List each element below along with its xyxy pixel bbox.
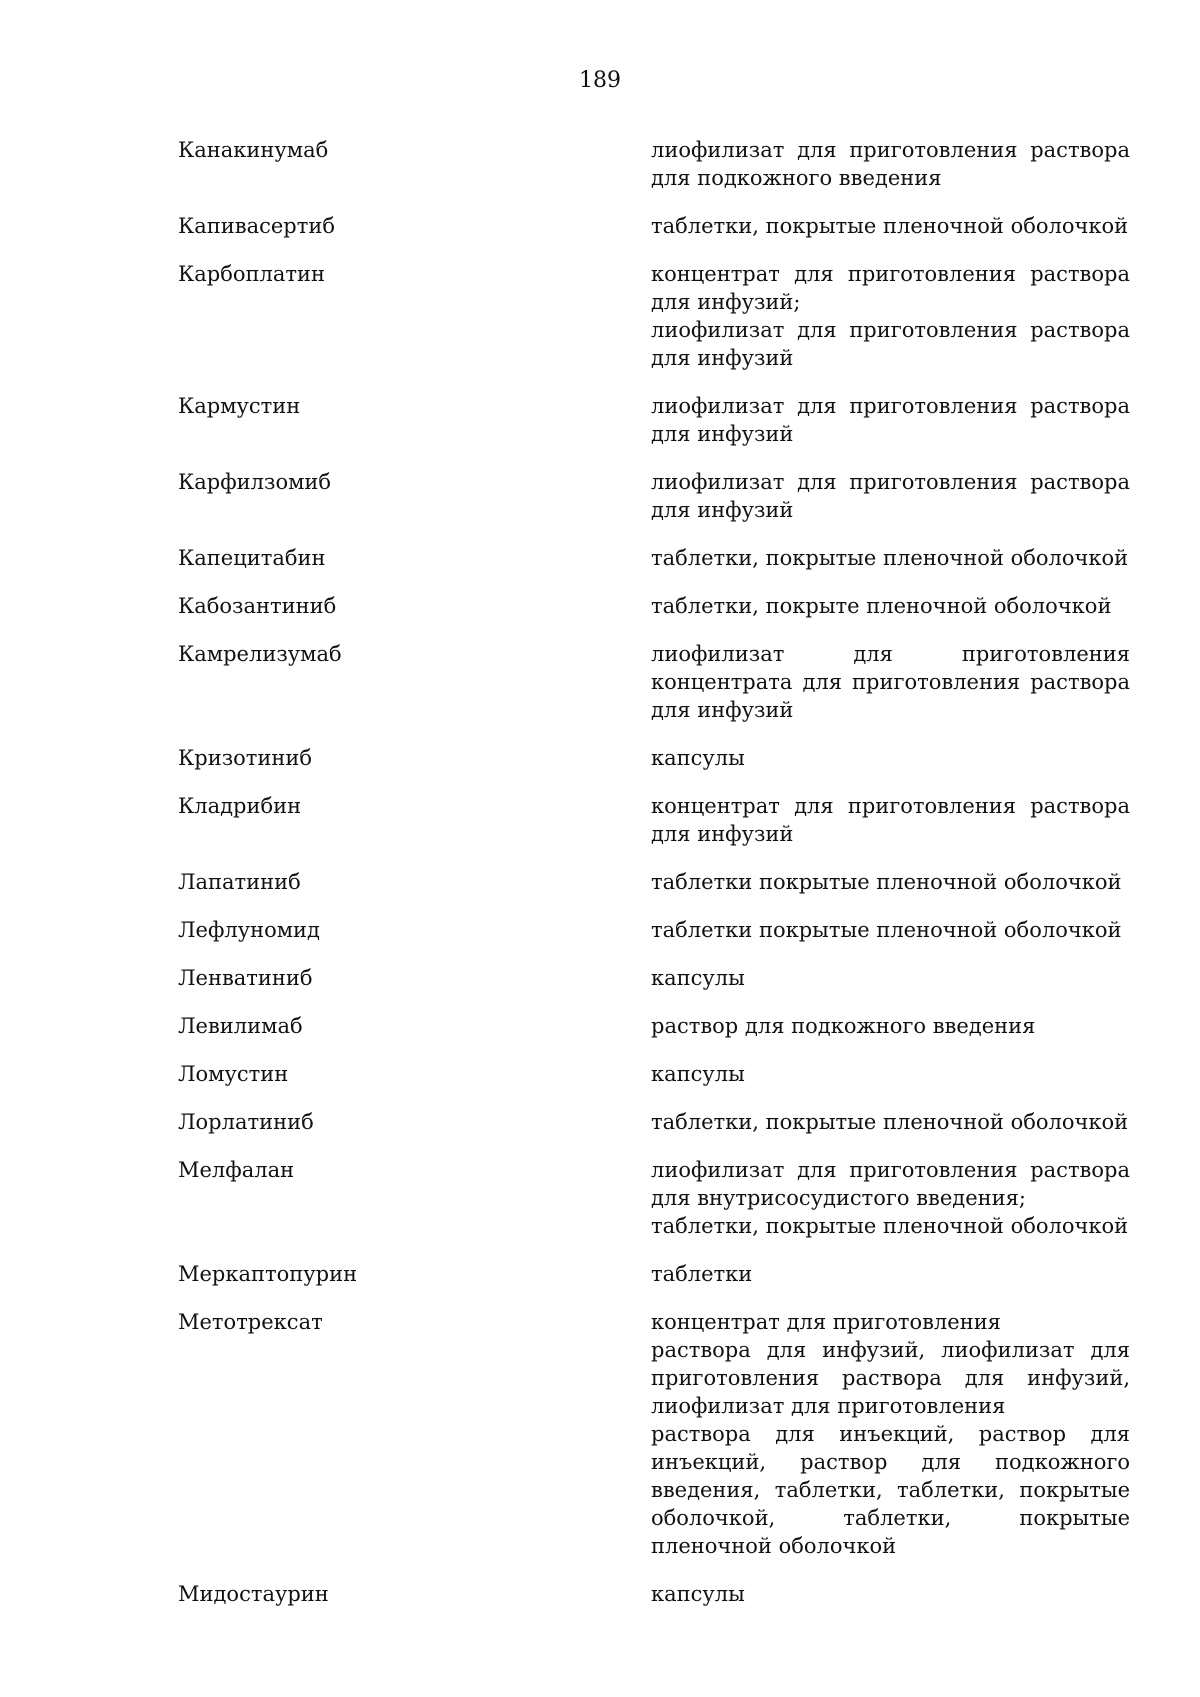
drug-name: Кризотиниб: [178, 746, 313, 770]
dosage-form: [651, 964, 1130, 992]
dosage-form-line: капсулы: [651, 1062, 745, 1086]
dosage-form-line: раствора для инфузий, лиофилизат для приготовления раствора для инфузий, лиофилизат для приготовления: [651, 1338, 1130, 1418]
drug-name: Меркаптопурин: [178, 1262, 358, 1286]
drug-row: [178, 1060, 1130, 1088]
drug-name: Капивасертиб: [178, 214, 335, 238]
dosage-form-line: концентрат для приготовления: [651, 1310, 1001, 1334]
drug-name: Метотрексат: [178, 1310, 323, 1334]
dosage-form-line: таблетки, покрыте пленочной оболочкой: [651, 594, 1112, 618]
drug-row: [178, 1260, 1130, 1288]
dosage-form-line: концентрат для приготовления раствора для инфузий: [651, 794, 1130, 846]
drug-row: [178, 1308, 1130, 1560]
dosage-form: [651, 544, 1130, 572]
drug-row: [178, 1156, 1130, 1240]
drug-name: Лорлатиниб: [178, 1110, 314, 1134]
dosage-form-line: лиофилизат для приготовления раствора для подкожного введения: [651, 138, 1130, 190]
dosage-form-line: лиофилизат для приготовления раствора для инфузий: [651, 318, 1130, 370]
dosage-form: [651, 212, 1130, 240]
drug-row: [178, 260, 1130, 372]
dosage-form-line: капсулы: [651, 746, 745, 770]
drug-name: Левилимаб: [178, 1014, 303, 1038]
dosage-form: [651, 792, 1130, 848]
dosage-form: [651, 744, 1130, 772]
dosage-form: [651, 1260, 1130, 1288]
drug-row: [178, 640, 1130, 724]
drug-row: [178, 1580, 1130, 1608]
drug-row: [178, 592, 1130, 620]
dosage-form-line: концентрат для приготовления раствора для инфузий;: [651, 262, 1130, 314]
dosage-form: [651, 1012, 1130, 1040]
drug-name: Ленватиниб: [178, 966, 313, 990]
drug-name: Мелфалан: [178, 1158, 295, 1182]
drug-row: [178, 1012, 1130, 1040]
drug-name: Камрелизумаб: [178, 642, 342, 666]
dosage-form: [651, 1108, 1130, 1136]
drug-name: Карбоплатин: [178, 262, 325, 286]
drug-row: [178, 544, 1130, 572]
dosage-form-line: таблетки: [651, 1262, 753, 1286]
dosage-form: [651, 1580, 1130, 1608]
drug-name: Мидостаурин: [178, 1582, 329, 1606]
drug-name: Кармустин: [178, 394, 301, 418]
drug-row: [178, 212, 1130, 240]
dosage-form-line: таблетки, покрытые пленочной оболочкой: [651, 214, 1129, 238]
dosage-form: [651, 392, 1130, 448]
drug-name: Кладрибин: [178, 794, 302, 818]
drug-row: [178, 1108, 1130, 1136]
dosage-form: [651, 592, 1130, 620]
drug-name: Карфилзомиб: [178, 470, 332, 494]
drug-row: [178, 744, 1130, 772]
drug-name: Лефлуномид: [178, 918, 320, 942]
dosage-form: [651, 468, 1130, 524]
dosage-form-line: раствора для инъекций, раствор для инъекций, раствор для подкожного введения, таблетки, таблетки, покрытые оболочкой, таблетки, покрытые пленочной оболочкой: [651, 1422, 1130, 1558]
dosage-form: [651, 1060, 1130, 1088]
dosage-form-line: капсулы: [651, 966, 745, 990]
drug-name: Канакинумаб: [178, 138, 329, 162]
dosage-form: [651, 260, 1130, 372]
dosage-form-line: таблетки, покрытые пленочной оболочкой: [651, 1214, 1129, 1238]
dosage-form-line: лиофилизат для приготовления раствора для внутрисосудистого введения;: [651, 1158, 1130, 1210]
dosage-form: [651, 136, 1130, 192]
dosage-form-line: таблетки покрытые пленочной оболочкой: [651, 870, 1122, 894]
drug-row: [178, 964, 1130, 992]
dosage-form: [651, 868, 1130, 896]
drug-name: Капецитабин: [178, 546, 326, 570]
dosage-form-line: лиофилизат для приготовления раствора для инфузий: [651, 394, 1130, 446]
dosage-form: [651, 640, 1130, 724]
dosage-form: [651, 916, 1130, 944]
drug-name: Кабозантиниб: [178, 594, 337, 618]
drug-row: [178, 868, 1130, 896]
dosage-form-line: раствор для подкожного введения: [651, 1014, 1036, 1038]
dosage-form-line: капсулы: [651, 1582, 745, 1606]
drug-row: [178, 136, 1130, 192]
drug-row: [178, 392, 1130, 448]
dosage-form-line: лиофилизат для приготовления концентрата для приготовления раствора для инфузий: [651, 642, 1130, 722]
drug-row: [178, 916, 1130, 944]
drug-name: Лапатиниб: [178, 870, 301, 894]
dosage-form: [651, 1156, 1130, 1240]
drug-row: [178, 792, 1130, 848]
dosage-form: [651, 1308, 1130, 1560]
page-number: 189: [579, 68, 621, 93]
dosage-form-line: таблетки, покрытые пленочной оболочкой: [651, 1110, 1129, 1134]
drug-list: [178, 136, 1130, 1628]
dosage-form-line: таблетки, покрытые пленочной оболочкой: [651, 546, 1129, 570]
dosage-form-line: таблетки покрытые пленочной оболочкой: [651, 918, 1122, 942]
drug-name: Ломустин: [178, 1062, 289, 1086]
dosage-form-line: лиофилизат для приготовления раствора для инфузий: [651, 470, 1130, 522]
drug-row: [178, 468, 1130, 524]
